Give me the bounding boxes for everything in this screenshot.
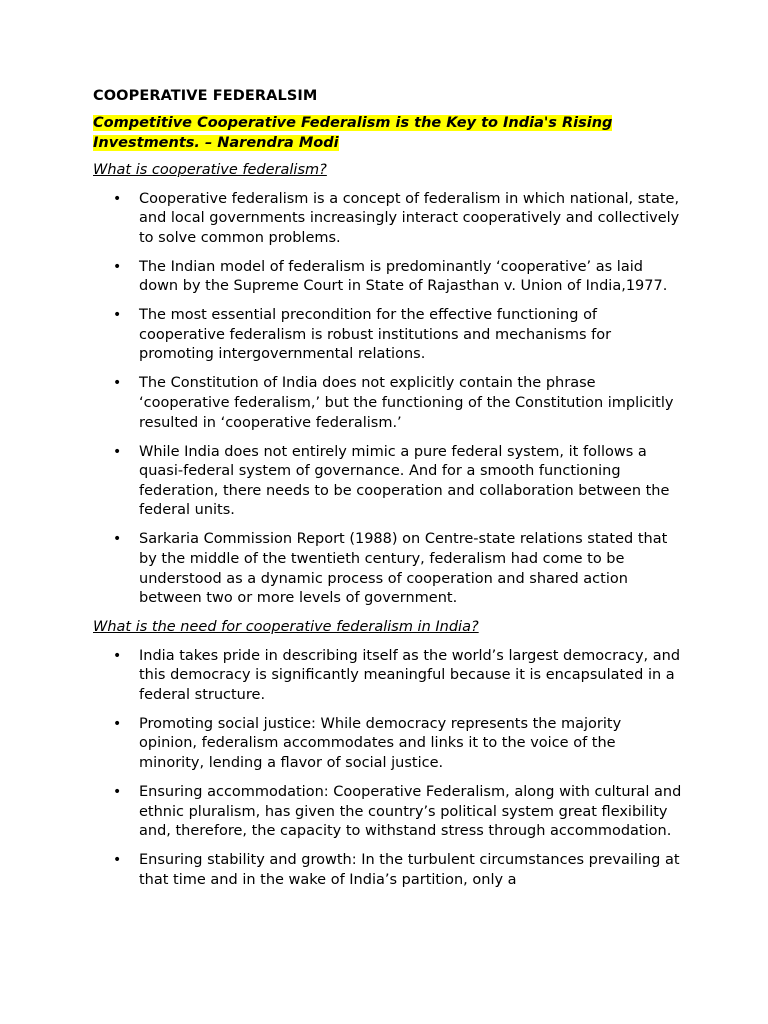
list-item-text: The most essential precondition for the effective functioning of cooperative federalism is robust institutions and mechanisms for promoting intergovernmental relations. [139, 307, 612, 363]
list-item-text: Sarkaria Commission Report (1988) on Centre-state relations stated that by the middle of the twentieth century, federalism had come to be understood as a dynamic process of cooperation and shared action between two or more levels of government. [139, 531, 668, 607]
bullet-icon: • [113, 531, 122, 548]
bullet-list [93, 190, 683, 609]
bullet-icon: • [113, 375, 122, 392]
list-item-text: Ensuring accommodation: Cooperative Federalism, along with cultural and ethnic pluralism, has given the country’s political system great flexibility and, therefore, the capacity to withstand stress through accommodation. [139, 783, 682, 840]
list-item-text: India takes pride in describing itself as the world’s largest democracy, and this democracy is significantly meaningful because it is encapsulated in a federal structure. [139, 647, 681, 703]
section-heading: What is cooperative federalism? [93, 162, 327, 178]
list-item-text: The Indian model of federalism is predominantly ‘cooperative’ as laid down by the Supreme Court in State of Rajasthan v. Union of India,1977. [139, 258, 668, 295]
list-item [93, 190, 683, 249]
bullet-icon: • [113, 190, 122, 207]
quote-text: Competitive Cooperative Federalism is the Key to India's Rising Investments. – Narendra Modi [93, 115, 613, 151]
document-title: COOPERATIVE FEDERALSIM [93, 88, 318, 104]
list-item [93, 851, 683, 890]
list-item [93, 715, 683, 774]
list-item-text: While India does not entirely mimic a pure federal system, it follows a quasi-federal system of governance. And for a smooth functioning federation, there needs to be cooperation and collaboration between the federal units. [139, 443, 670, 519]
list-item-text: Ensuring stability and growth: In the turbulent circumstances prevailing at that time and in the wake of India’s partition, only a [139, 852, 680, 888]
section-heading: What is the need for cooperative federalism in India? [93, 619, 479, 636]
list-item [93, 530, 683, 608]
bullet-icon: • [113, 258, 122, 275]
list-item [93, 258, 683, 297]
bullet-icon: • [113, 783, 122, 800]
bullet-icon: • [113, 443, 122, 460]
list-item [93, 306, 683, 365]
list-item-text: The Constitution of India does not explicitly contain the phrase ‘cooperative federalism,’ but the functioning of the Constitution implicitly resulted in ‘cooperative federalism.’ [139, 375, 674, 431]
bullet-list [93, 647, 683, 891]
bullet-icon: • [113, 307, 122, 324]
list-item-text: Cooperative federalism is a concept of federalism in which national, state, and local governments increasingly interact cooperatively and collectively to solve common problems. [139, 190, 680, 246]
list-item [93, 374, 683, 433]
document-page [93, 86, 683, 900]
list-item [93, 783, 683, 842]
bullet-icon: • [113, 715, 122, 732]
list-item [93, 443, 683, 521]
highlighted-quote [93, 114, 683, 153]
list-item-text: Promoting social justice: While democracy represents the majority opinion, federalism accommodates and links it to the voice of the minority, lending a flavor of social justice. [139, 715, 622, 771]
bullet-icon: • [113, 647, 122, 664]
list-item [93, 647, 683, 706]
bullet-icon: • [113, 852, 122, 869]
